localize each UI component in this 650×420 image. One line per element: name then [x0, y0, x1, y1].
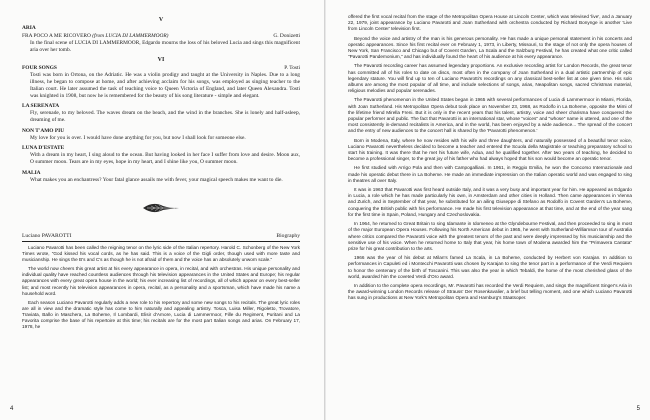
song-description: My love for you is over. I would have done anything for you, but now I shall look for someone else.: [30, 134, 246, 141]
bio-label: Biography: [276, 233, 300, 240]
left-content: [22, 14, 300, 331]
bio-text-left: [22, 245, 300, 331]
song-title: LA SERENATA: [22, 103, 60, 110]
page-number-left: 4: [10, 406, 14, 412]
songs-composer: P. Tosti: [284, 65, 300, 72]
bio-paragraph: Born in Modena, Italy, where he now resides with his wife and three daughters, and naturally possessed of a beautiful tenor voice, Luciano Pavarotti nevertheless decided to become a teacher and entered the Scuola della Magistrale or teaching preparatory school to start his training. It was there that he met his future wife, Adua, and he qualified together. After two years of teaching, he decided to become a professional singer, to the great joy of his father who had always hoped that his son would become an operatic tenor.: [348, 137, 632, 162]
bio-paragraph: He first studied with Arrigo Pola and then with Campogalliani. In 1961, in Reggio Emilia, he won the Concorso Internazionale and made his operatic debut there in La Boheme. He made an immediate impression on the Italian operatic world and was engaged to sing in theatres all over Italy.: [348, 165, 632, 183]
biography-header: [22, 233, 300, 242]
bio-paragraph: Luciano Pavarotti has been called the reigning tenor on the lyric side of the Italian repertory. Harold C. Schonberg of the New York Times wrote, "God kissed his vocal cords, as he has said. This is a voice of the Gigli order, though used with more taste and musicianship. He sings the B's and C's as though he is not afraid of them and the voice has an absolutely unworn scale.": [22, 244, 300, 263]
feather-ornament-icon: [22, 201, 300, 215]
bio-paragraph: offered the first vocal recital from the stage of the Metropolitan Opera House at Lincoln Center, which was televised 'live', and a January 22, 1979, joint appearance by Luciano Pavarotti and Joan Sutherland with orchestra conducted by Richard Bonynge is another 'Live from Lincoln Center' television first.: [348, 14, 632, 32]
bio-paragraph: 1966 was the year of his debut at Milan's famed La Scala, in La Boheme, conducted by Herbert von Karajan. In addition to performances in Capuleti ed i Montecchi Pavarotti was chosen by Karajan to sing the tenor part in a performance of the Verdi Requiem to honor the centenary of the birth of Toscanini. This was also the year in which Tebaldi, the home of the most cherished glass of the world, awarded him the coveted Verdi d'Oro award.: [348, 255, 632, 279]
songs-heading-row: [22, 65, 300, 72]
aria-item-row: [22, 33, 300, 40]
bio-paragraph: The Pavarotti recording career has assumed legendary proportions. An exclusive recording artist for London Records, the great tenor has committed all of his roles to date on discs, most often in the company of Joan Sutherland in a dual artistic partnership of epic legendary stature. You will find up to ten of Luciano Pavarotti's recordings on any classical best-seller list at one given time. His solo albums are among the most popular of all time, and include selections of songs, arias, Neapolitan songs, sacred Christmas material, religious melodies and popular serenades.: [348, 63, 632, 94]
aria-title: [22, 33, 168, 40]
aria-description: In the final scene of LUCIA DI LAMMERMOOR, Edgardo mourns the loss of his beloved Lucia and sings this magnificent aria over her tomb.: [30, 40, 300, 53]
songs-heading: FOUR SONGS: [22, 65, 57, 72]
right-content: [348, 14, 632, 302]
bio-paragraph: The world now cheers this great artist at his every appearance in opera, in recital, and with orchestras. His unique personality and individual quality have reached countless audiences through his television appearances in the United States and Europe; his regular appearances with every great opera house in the world; his ever increasing list of recordings, all of which appear on every best-seller list; and most recently his television appearances in opera, recital, as a personality and a sportsman, which have made his name a household word.: [22, 266, 300, 296]
songs-description: Tosti was born in Ortona, on the Adriatic. He was a violin prodigy and taught at the University in Naples. Due to a long illness, he began to compose at home, and after achieving acclaim for his songs, was employed as singing teacher to the Italian court. He later assumed the task of teaching voice to Queen Victoria of England, and later Queen Alexandra. Tosti was knighted in 1908, but now he is remembered for the beauty of his song literature - simple and elegant.: [30, 72, 300, 99]
bio-paragraph: In addition to the complete opera recordings, Mr. Pavarotti has recorded the Verdi Requiem, and sings the magnificent Singer's Aria in the award-winning London Records release of Strauss' Der Rosenkavalier, a brief but telling moment, and one which Luciano Pavarotti has sung in productions at New York's Metropolitan Opera and Hamburg's Staatsoper.: [348, 282, 632, 301]
page-right: [326, 0, 650, 420]
page-left: [0, 0, 324, 420]
bio-name: Luciano PAVAROTTI: [22, 233, 72, 240]
song-description: Fly, serenade, to my beloved. The waves dream on the beach, and the wind in the branches. She is lonely and half-asleep, dreaming of me.: [30, 110, 300, 123]
aria-composer: G. Donizetti: [273, 33, 300, 39]
song-description: What makes you an enchantress? Your fatal glance assails me with fever, your magical speech makes me want to die.: [30, 176, 283, 183]
aria-title-opera: (from LUCIA DI LAMMERMOOR): [92, 33, 169, 39]
bio-paragraph: Beyond the voice and artistry of the man is his generous personality. He has made a unique personal statement in his concerts and operatic appearances. Since his first recital ever on February 1, 1973, in Liberty, Missouri, to the stage of not only the opera houses of New York, San Francisco and Chicago but of Covent Garden, La Scala and the Salzburg Festival, he has created what one critic called "Pavarotti Pandemonium," and has individually found the heart of his audience at his every appearance.: [348, 35, 632, 60]
section-v-numeral: V: [158, 17, 164, 23]
bio-paragraph: It was in 1963 that Pavarotti was first heard outside Italy, and it was a very busy and important year for him. He appeared as Edgardo in Lucia, a role which he has made particularly his own, in Amsterdam and other cities in Holland. Then came appearances in Vienna and Zurich, and in September of that year, he substituted for an ailing Giuseppe di Stefano as Rodolfo in Covent Garden's La Boheme, conquering the British public with his performance. He made his first television appearance at that time, and at the end of the year sang for the first time in Spain, Poland, Hungary and Czechoslovakia.: [348, 187, 632, 217]
song-description: With a dream in my heart, I sing aloud to the ocean. But having looked in her face I suffer from love and desire. Moon aux, O summer moon. Tears are in my eyes, hope in my heart, and I shine like you, O summer moon.: [30, 152, 300, 166]
page-number-right: 5: [636, 406, 640, 412]
bio-paragraph: Each season Luciano Pavarotti regularly adds a new role to his repertory and some new songs to his recitals. The great lyric roles are all in view and the dramatic style has come to him naturally and appealing artistry. Tosca, Luisa Miller, Rigoletto, Trovatore, Traviata, Ballo in Maschera, La Boheme, Il Lombardi, Elisir d'Amore, Lucia di Lammermoor, Fille du Regiment, Puritani and La Favorita comprise the base of his repertoire at this time; his recitals are for the most part Italian songs and arias. On February 17, 1978, he: [22, 299, 300, 330]
aria-title-text: FRA POCO A ME RICOVERO: [22, 33, 93, 39]
section-vi-numeral: VI: [157, 57, 165, 64]
song-title: MALIA: [22, 169, 41, 176]
aria-heading: ARIA: [22, 25, 36, 31]
song-title: LUNA D'ESTATE: [22, 145, 65, 152]
song-title: NON T'AMO PIU: [22, 127, 65, 134]
bio-paragraph: The Pavarotti phenomenon in the United States began in 1965 with several performances of Lucia di Lammermoor in Miami, Florida, with Joan Sutherland. His Metropolitan Opera debut took place on November 23, 1968, as Rodolfo in La Boheme, opposite the Mimi of the lifetime friend Mirella Freni. But it is only in the recent years that his talent, artistry, voice and sheer charisma have conquered the popular performer and public. The fact that Pavarotti is an international star, whose "voices" and "whose" name is uttered, and one of the most consistently in-demand recitalists in America, and in the world, has been enjoyed by a wide audience... The spread of the concert and the entry of new audiences to the concert hall is shared by the 'Pavarotti phenomenon.': [348, 97, 632, 134]
bio-paragraph: In 1964, he returned to Great Britain to sing Idamante in Idomeneo at the Glyndebourne Festival, and then proceeded to sing in most of the major European Opera Houses. Following his North American debut in 1965, he went with Sutherland-Williamson tour of Australia where critics compared the Pavarotti voice with the greatest tenors of the past and were deeply impressed by his musicianship and the sensitive use of his voice. When he returned home to Italy that year, his home town of Modena awarded him the "Primavera Cantata" prize for his great contribution to the arts.: [348, 221, 632, 251]
